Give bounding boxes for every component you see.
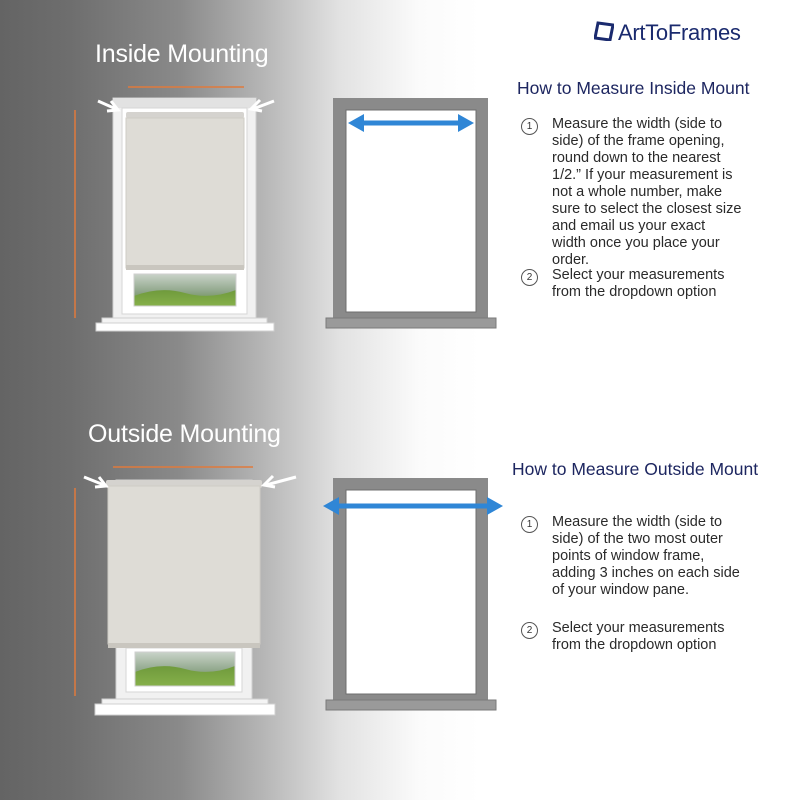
outside-step-1 [521,514,740,599]
outside-window-sill [95,704,275,715]
inside-header-rail [113,98,256,108]
inside-diagram-sill [326,318,496,328]
outside-step-2 [521,620,724,654]
inside-mount-frame-diagram [326,98,496,328]
inside-window-sill [96,323,274,331]
outside-shade-bottom-bar [108,643,260,648]
step-number-badge: 1 [521,516,538,533]
step-text: Select your measurements from the dropdown option [552,267,725,300]
outside-mounting-title: Outside Mounting [88,420,281,448]
inside-step-1 [521,116,741,269]
inside-mount-heading: How to Measure Inside Mount [517,78,750,98]
step-text: Select your measurements from the dropdown option [552,620,725,653]
inside-step-2 [521,267,724,301]
inside-shade-bottom-bar [126,265,244,270]
inside-diagram-opening [346,110,476,312]
outside-mount-frame-diagram [323,478,503,710]
step-number-badge: 1 [521,118,538,135]
step-number-badge: 2 [521,622,538,639]
brand-logo[interactable] [594,20,741,46]
brand-name: ArtToFrames [618,20,741,45]
inside-roller-cassette [126,112,244,118]
step-text: Measure the width (side to side) of the frame opening, round down to the nearest 1/2.” If your measurement is not a whole number, make sure to select the closest size and email us your exact width once you place your order. [552,116,742,268]
outside-mount-heading: How to Measure Outside Mount [512,459,759,479]
frame-logo-icon [594,21,614,46]
inside-mount-window-illustration [75,87,274,331]
outside-diagram-sill [326,700,496,710]
inside-mounting-title: Inside Mounting [95,40,269,68]
outside-diagram-opening [346,490,476,694]
outside-roller-shade [108,486,260,644]
step-number-badge: 2 [521,269,538,286]
step-text: Measure the width (side to side) of the two most outer points of window frame, adding 3 inches on each side of your window pane. [552,514,740,598]
inside-roller-shade [126,118,244,268]
outside-mount-window-illustration [75,467,296,715]
